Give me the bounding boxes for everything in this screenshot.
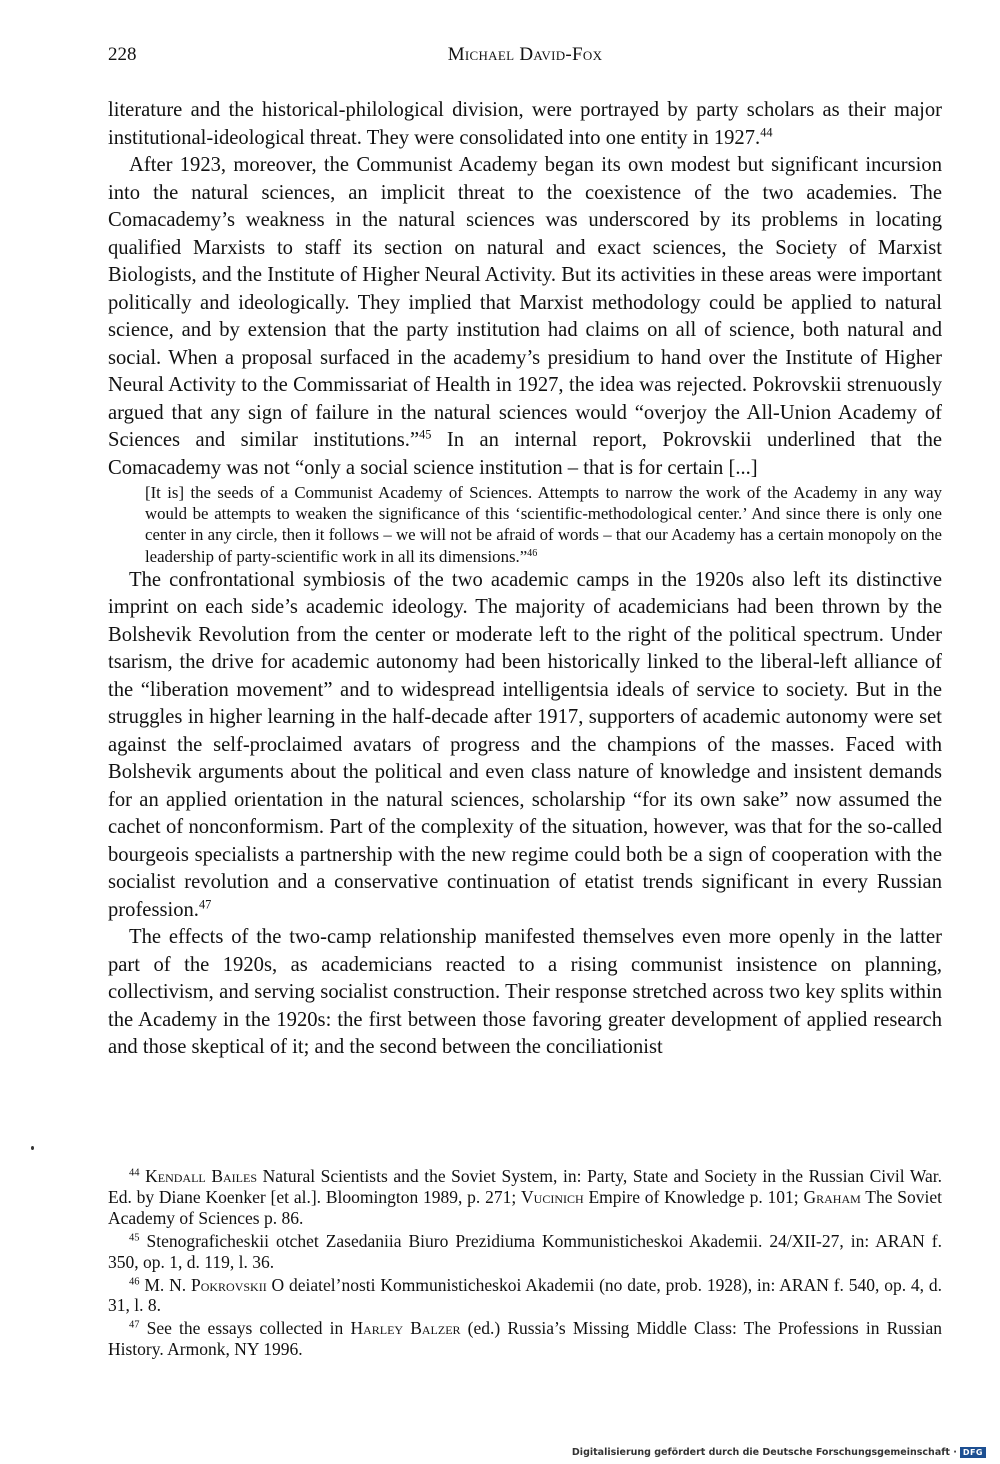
paragraph-4-text: The effects of the two-camp relationship manifested themselves even more openly in the latter part of the 1920s, as academicians reacted to a rising communist insistence on planning, collectivism, and serving socialist construction. Their response stretched across two key splits within the Academy in the 1920s: the first between those favoring greater development of applied research and those skeptical of it; and the second between the conciliationist [108,926,942,1059]
running-head: Michael David-Fox [447,44,603,65]
dfg-logo-icon: DFG [960,1447,986,1458]
footnote-ref-45: 45 [419,427,432,442]
paragraph-2-text-b: In an internal report, Pokrovskii underlined that the Comacademy was not “only a social science institution – that is for certain [...] [108,429,943,479]
digitization-footer [572,1447,986,1458]
funding-note: Digitalisierung gefördert durch die Deutsche Forschungsgemeinschaft · [571,1447,957,1458]
page-number: 228 [108,44,137,65]
footnote-44 [108,1166,942,1229]
scan-speck [31,1146,34,1150]
footnote-44-text-3: The Soviet Academy of Sciences p. 86. [108,1186,942,1228]
footnote-44-text-1: Natural Scientists and the Soviet System, in: Party, State and Society in the Russian Civil War. Ed. by Diane Koenker [et al.]. Bloomington 1989, p. 271; [108,1166,942,1207]
footnote-45-text: Stenograficheskii otchet Zasedaniia Biuro Prezidiuma Kommunisticheskoi Akademii. 24/XII-27, in: ARAN f. 350, op. 1, d. 119, l. 36. [108,1230,942,1272]
footnote-44-author-2: Vucinich [521,1186,584,1207]
footnote-47 [108,1318,942,1360]
footnote-44-author: Kendall Bailes [145,1166,257,1186]
paragraph-1 [108,97,942,152]
footnote-47-author: Harley Balzer [350,1318,461,1339]
footnote-ref-44: 44 [760,125,773,140]
paragraph-3 [108,567,942,925]
footnote-47-text-1: See the essays collected in [139,1318,351,1339]
paragraph-1-text: literature and the historical-philological division, were portrayed by party scholars as their major institutional-ideological threat. They were consolidated into one entity in 1927. [108,99,942,149]
main-text [108,97,942,1062]
footnote-47-text-2: (ed.) Russia’s Missing Middle Class: The Professions in Russian History. Armonk, NY 1996. [108,1318,942,1360]
paragraph-2 [108,152,942,482]
footnote-47-number: 47 [129,1320,140,1332]
footnote-ref-46: 46 [527,547,538,559]
footnote-44-number: 44 [129,1167,140,1179]
paragraph-3-text: The confrontational symbiosis of the two academic camps in the 1920s also left its distinctive imprint on each side’s academic ideology. The majority of academicians had been thrown by the Bolshevik Revolution from the center or moderate left to the right of the political spectrum. Under tsarism, the drive for academic autonomy had been historically linked to the liberal-left alliance of the “liberation movement” and to widespread intelligentsia ideals of service to society. But in the struggles in higher learning in the half-decade after 1917, supporters of academic autonomy were set against the self-proclaimed avatars of progress and the champions of the masses. Faced with Bolshevik arguments about the political and even class nature of knowledge and insistent demands for an applied orientation in the natural sciences, scholarship “for its own sake” now assumed the cachet of nonconformism. Part of the complexity of the situation, however, was that for the so-called bourgeois specialists a partnership with the new regime could both be a sign of cooperation with the socialist revolution and a conservative continuation of etatist trends significant in every Russian profession. [108,568,942,921]
block-quote-text: [It is] the seeds of a Communist Academy of Sciences. Attempts to narrow the work of the Academy in any way would be attempts to weaken the significance of this ‘scientific-methodological center.’ And since there is only one center in any circle, then it follows – we will not be afraid of words – that our Academy has a certain monopoly on the leadership of party-scientific work in all its dimensions.” [145,483,942,566]
footnote-44-text-2: Empire of Knowledge p. 101; [583,1186,804,1207]
footnote-46-number: 46 [129,1276,140,1288]
block-quote [108,482,942,567]
footnote-46-text: O deiatel’nosti Kommunisticheskoi Akademii (no date, prob. 1928), in: ARAN f. 540, op. 4, d. 31, l. 8. [108,1274,943,1316]
footnote-ref-47: 47 [198,897,212,912]
footnote-46-author: M. N. Pokrovskii [144,1274,267,1295]
footnote-46 [108,1275,942,1317]
footnote-45-number: 45 [129,1232,140,1244]
paragraph-2-text-a: After 1923, moreover, the Communist Academy began its own modest but significant incursion into the natural sciences, an implicit threat to the coexistence of the two academies. The Comacademy’s weakness in the natural sciences was underscored by its problems in locating qualified Marxists to staff its section on natural and exact sciences, the Society of Marxist Biologists, and the Institute of Higher Neural Activity. But its activities in these areas were important politically and ideologically. They implied that Marxist methodology could be applied to natural science, and by extension that the party institution had claims on all of science, both natural and social. When a proposal surfaced in the academy’s presidium to hand over the Institute of Higher Neural Activity to the Commissariat of Health in 1927, the idea was rejected. Pokrovskii strenuously argued that any sign of failure in the natural sciences would “overjoy the All-Union Academy of Sciences and similar institutions.” [108,154,942,451]
footnote-44-author-3: Graham [803,1186,861,1207]
paragraph-4 [108,924,942,1062]
footnote-45 [108,1231,942,1273]
footnotes [108,1166,942,1362]
